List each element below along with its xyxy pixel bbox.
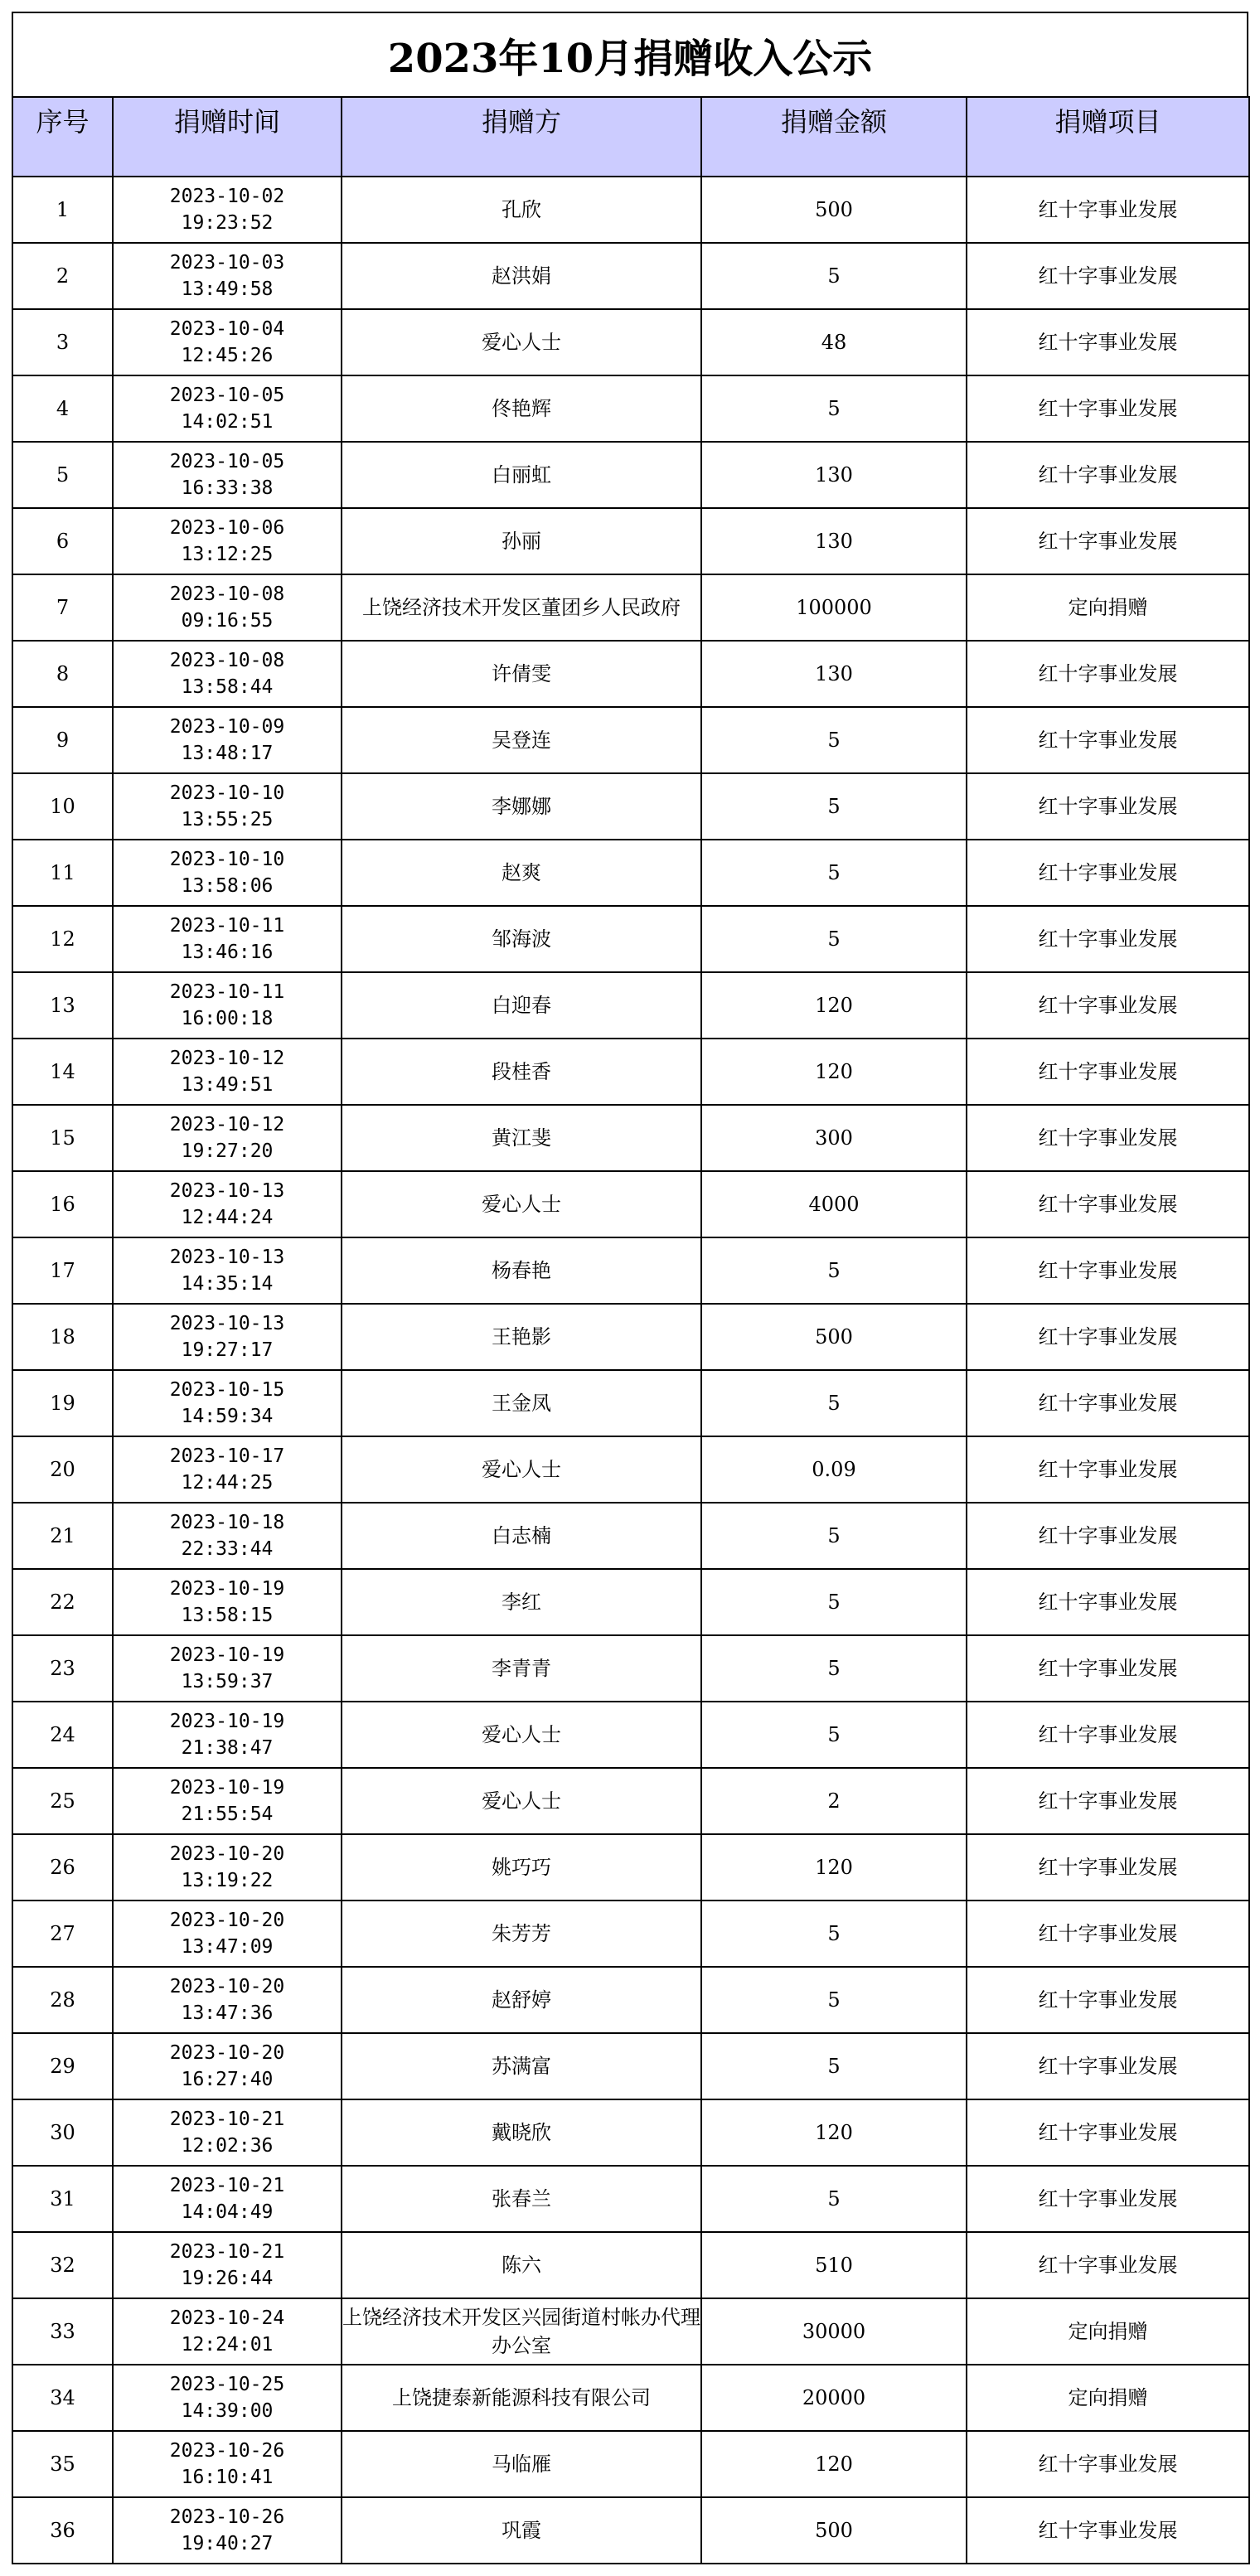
row-time [113, 1702, 342, 1768]
row-date: 2023-10-05 [169, 451, 285, 472]
row-seq: 19 [12, 1370, 113, 1436]
row-time [113, 1370, 342, 1436]
row-project: 红十字事业发展 [967, 641, 1249, 707]
row-amount: 5 [701, 1967, 967, 2033]
row-time [113, 2431, 342, 2497]
row-time [113, 1569, 342, 1635]
table-row [12, 574, 1249, 641]
row-donor: 陈六 [342, 2232, 701, 2298]
row-time [113, 1967, 342, 2033]
row-clock: 13:47:09 [181, 1936, 274, 1958]
row-amount: 130 [701, 641, 967, 707]
row-donor: 爱心人士 [342, 1702, 701, 1768]
row-amount: 5 [701, 840, 967, 906]
row-project: 定向捐赠 [967, 2365, 1249, 2431]
row-donor: 上饶经济技术开发区董团乡人民政府 [342, 574, 701, 641]
header-amount: 捐赠金额 [701, 97, 967, 177]
table-row [12, 773, 1249, 840]
row-clock: 13:46:16 [181, 942, 274, 963]
table-row [12, 1768, 1249, 1834]
row-project: 红十字事业发展 [967, 1503, 1249, 1569]
row-amount: 5 [701, 1569, 967, 1635]
row-donor: 孔欣 [342, 177, 701, 243]
table-row [12, 906, 1249, 972]
row-clock: 14:35:14 [181, 1273, 274, 1295]
row-project: 红十字事业发展 [967, 2099, 1249, 2166]
row-clock: 12:02:36 [181, 2135, 274, 2157]
table-row [12, 2166, 1249, 2232]
row-donor: 爱心人士 [342, 309, 701, 375]
row-project: 红十字事业发展 [967, 1768, 1249, 1834]
row-project: 红十字事业发展 [967, 375, 1249, 442]
table-row [12, 641, 1249, 707]
row-date: 2023-10-17 [169, 1445, 285, 1467]
row-amount: 5 [701, 2033, 967, 2099]
row-seq: 23 [12, 1635, 113, 1702]
row-donor: 戴晓欣 [342, 2099, 701, 2166]
row-date: 2023-10-19 [169, 1578, 285, 1600]
row-project: 定向捐赠 [967, 2298, 1249, 2365]
row-clock: 14:39:00 [181, 2400, 274, 2422]
row-donor: 白志楠 [342, 1503, 701, 1569]
row-seq: 3 [12, 309, 113, 375]
row-donor: 赵爽 [342, 840, 701, 906]
row-donor: 邹海波 [342, 906, 701, 972]
row-time [113, 1901, 342, 1967]
row-clock: 19:27:20 [181, 1140, 274, 1162]
row-date: 2023-10-11 [169, 981, 285, 1003]
row-time [113, 177, 342, 243]
row-time [113, 2365, 342, 2431]
row-time [113, 1237, 342, 1304]
row-time [113, 2497, 342, 2564]
row-project: 红十字事业发展 [967, 243, 1249, 309]
row-time [113, 972, 342, 1039]
row-project: 红十字事业发展 [967, 442, 1249, 508]
header-time: 捐赠时间 [113, 97, 342, 177]
row-donor: 孙丽 [342, 508, 701, 574]
row-amount: 30000 [701, 2298, 967, 2365]
table-row [12, 2033, 1249, 2099]
row-time [113, 508, 342, 574]
row-clock: 09:16:55 [181, 610, 274, 632]
row-seq: 14 [12, 1039, 113, 1105]
donation-sheet [12, 12, 1248, 2564]
row-date: 2023-10-20 [169, 1976, 285, 1997]
row-project: 红十字事业发展 [967, 1237, 1249, 1304]
row-clock: 16:10:41 [181, 2467, 274, 2488]
row-seq: 32 [12, 2232, 113, 2298]
row-seq: 30 [12, 2099, 113, 2166]
row-donor: 姚巧巧 [342, 1834, 701, 1901]
row-clock: 19:23:52 [181, 212, 274, 234]
row-amount: 120 [701, 1039, 967, 1105]
row-time [113, 2033, 342, 2099]
row-time [113, 1171, 342, 1237]
row-donor: 许倩雯 [342, 641, 701, 707]
row-amount: 500 [701, 2497, 967, 2564]
row-project: 定向捐赠 [967, 574, 1249, 641]
row-clock: 21:55:54 [181, 1804, 274, 1825]
header-donor: 捐赠方 [342, 97, 701, 177]
row-donor: 爱心人士 [342, 1768, 701, 1834]
row-seq: 29 [12, 2033, 113, 2099]
table-header-row [12, 97, 1249, 177]
row-amount: 120 [701, 2099, 967, 2166]
row-seq: 8 [12, 641, 113, 707]
header-project: 捐赠项目 [967, 97, 1249, 177]
row-project: 红十字事业发展 [967, 177, 1249, 243]
table-row [12, 1503, 1249, 1569]
row-date: 2023-10-03 [169, 252, 285, 274]
row-project: 红十字事业发展 [967, 1702, 1249, 1768]
row-project: 红十字事业发展 [967, 2166, 1249, 2232]
row-donor: 佟艳辉 [342, 375, 701, 442]
row-clock: 14:02:51 [181, 411, 274, 433]
row-project: 红十字事业发展 [967, 1635, 1249, 1702]
row-donor: 王金凤 [342, 1370, 701, 1436]
row-clock: 13:59:37 [181, 1671, 274, 1692]
row-seq: 12 [12, 906, 113, 972]
row-amount: 5 [701, 707, 967, 773]
row-amount: 5 [701, 2166, 967, 2232]
row-clock: 14:04:49 [181, 2201, 274, 2223]
row-date: 2023-10-02 [169, 186, 285, 207]
row-seq: 15 [12, 1105, 113, 1171]
row-donor: 朱芳芳 [342, 1901, 701, 1967]
row-date: 2023-10-26 [169, 2440, 285, 2462]
row-clock: 13:49:51 [181, 1074, 274, 1096]
row-seq: 31 [12, 2166, 113, 2232]
row-date: 2023-10-06 [169, 517, 285, 539]
row-seq: 11 [12, 840, 113, 906]
row-date: 2023-10-20 [169, 1910, 285, 1931]
table-row [12, 1967, 1249, 2033]
table-row [12, 1702, 1249, 1768]
row-seq: 13 [12, 972, 113, 1039]
row-project: 红十字事业发展 [967, 972, 1249, 1039]
row-amount: 48 [701, 309, 967, 375]
row-date: 2023-10-11 [169, 915, 285, 937]
row-clock: 14:59:34 [181, 1406, 274, 1427]
table-body [12, 177, 1249, 2564]
table-row [12, 1039, 1249, 1105]
row-date: 2023-10-19 [169, 1777, 285, 1799]
row-time [113, 2298, 342, 2365]
row-date: 2023-10-19 [169, 1644, 285, 1666]
row-date: 2023-10-05 [169, 385, 285, 406]
table-row [12, 840, 1249, 906]
row-date: 2023-10-21 [169, 2241, 285, 2263]
table-row [12, 1834, 1249, 1901]
row-project: 红十字事业发展 [967, 2497, 1249, 2564]
row-seq: 5 [12, 442, 113, 508]
table-row [12, 1171, 1249, 1237]
row-donor: 苏满富 [342, 2033, 701, 2099]
row-time [113, 1039, 342, 1105]
row-project: 红十字事业发展 [967, 1105, 1249, 1171]
row-seq: 2 [12, 243, 113, 309]
table-row [12, 2431, 1249, 2497]
row-time [113, 906, 342, 972]
row-amount: 120 [701, 1834, 967, 1901]
row-amount: 120 [701, 972, 967, 1039]
row-project: 红十字事业发展 [967, 1901, 1249, 1967]
row-time [113, 2099, 342, 2166]
row-time [113, 2166, 342, 2232]
row-seq: 17 [12, 1237, 113, 1304]
row-clock: 13:49:58 [181, 278, 274, 300]
row-date: 2023-10-04 [169, 318, 285, 340]
table-row [12, 1436, 1249, 1503]
row-donor: 赵洪娟 [342, 243, 701, 309]
row-date: 2023-10-26 [169, 2506, 285, 2528]
row-time [113, 375, 342, 442]
row-clock: 13:12:25 [181, 544, 274, 565]
row-time [113, 442, 342, 508]
row-clock: 12:44:25 [181, 1472, 274, 1494]
row-time [113, 243, 342, 309]
row-donor: 吴登连 [342, 707, 701, 773]
table-row [12, 1901, 1249, 1967]
row-time [113, 707, 342, 773]
row-date: 2023-10-12 [169, 1048, 285, 1069]
row-amount: 5 [701, 1702, 967, 1768]
row-amount: 2 [701, 1768, 967, 1834]
row-seq: 22 [12, 1569, 113, 1635]
row-donor: 段桂香 [342, 1039, 701, 1105]
table-row [12, 2232, 1249, 2298]
table-row [12, 1304, 1249, 1370]
row-time [113, 840, 342, 906]
row-date: 2023-10-10 [169, 782, 285, 804]
row-amount: 500 [701, 177, 967, 243]
row-amount: 300 [701, 1105, 967, 1171]
row-donor: 黄江斐 [342, 1105, 701, 1171]
row-project: 红十字事业发展 [967, 1304, 1249, 1370]
row-project: 红十字事业发展 [967, 2033, 1249, 2099]
row-project: 红十字事业发展 [967, 773, 1249, 840]
table-row [12, 1105, 1249, 1171]
row-donor: 马临雁 [342, 2431, 701, 2497]
row-amount: 4000 [701, 1171, 967, 1237]
row-date: 2023-10-10 [169, 849, 285, 870]
row-time [113, 1834, 342, 1901]
row-project: 红十字事业发展 [967, 707, 1249, 773]
row-amount: 130 [701, 442, 967, 508]
row-amount: 5 [701, 243, 967, 309]
table-row [12, 508, 1249, 574]
row-donor: 上饶经济技术开发区兴园街道村帐办代理办公室 [342, 2298, 701, 2365]
row-project: 红十字事业发展 [967, 1370, 1249, 1436]
table-row [12, 1635, 1249, 1702]
row-seq: 1 [12, 177, 113, 243]
row-time [113, 1304, 342, 1370]
row-time [113, 641, 342, 707]
row-clock: 19:27:17 [181, 1339, 274, 1361]
row-project: 红十字事业发展 [967, 2232, 1249, 2298]
row-amount: 5 [701, 1901, 967, 1967]
row-seq: 36 [12, 2497, 113, 2564]
row-project: 红十字事业发展 [967, 508, 1249, 574]
row-clock: 22:33:44 [181, 1538, 274, 1560]
row-clock: 12:24:01 [181, 2334, 274, 2356]
row-date: 2023-10-25 [169, 2374, 285, 2395]
table-row [12, 2099, 1249, 2166]
row-amount: 5 [701, 1503, 967, 1569]
table-row [12, 2298, 1249, 2365]
row-date: 2023-10-21 [169, 2175, 285, 2196]
row-donor: 爱心人士 [342, 1171, 701, 1237]
table-row [12, 1237, 1249, 1304]
row-donor: 李娜娜 [342, 773, 701, 840]
row-amount: 130 [701, 508, 967, 574]
row-clock: 16:33:38 [181, 477, 274, 499]
row-project: 红十字事业发展 [967, 1171, 1249, 1237]
row-clock: 13:58:15 [181, 1605, 274, 1626]
row-seq: 26 [12, 1834, 113, 1901]
row-amount: 120 [701, 2431, 967, 2497]
row-date: 2023-10-13 [169, 1180, 285, 1202]
row-time [113, 1768, 342, 1834]
table-row [12, 1370, 1249, 1436]
row-project: 红十字事业发展 [967, 1967, 1249, 2033]
row-seq: 20 [12, 1436, 113, 1503]
row-date: 2023-10-24 [169, 2307, 285, 2329]
row-seq: 25 [12, 1768, 113, 1834]
row-clock: 12:45:26 [181, 345, 274, 366]
table-row [12, 2497, 1249, 2564]
row-project: 红十字事业发展 [967, 906, 1249, 972]
row-seq: 33 [12, 2298, 113, 2365]
row-project: 红十字事业发展 [967, 840, 1249, 906]
row-clock: 13:58:06 [181, 875, 274, 897]
row-time [113, 574, 342, 641]
row-date: 2023-10-12 [169, 1114, 285, 1135]
row-clock: 19:40:27 [181, 2533, 274, 2554]
table-row [12, 309, 1249, 375]
table-row [12, 2365, 1249, 2431]
row-date: 2023-10-20 [169, 1843, 285, 1865]
donation-table [12, 96, 1250, 2564]
row-amount: 510 [701, 2232, 967, 2298]
row-time [113, 2232, 342, 2298]
row-clock: 16:00:18 [181, 1008, 274, 1029]
row-donor: 赵舒婷 [342, 1967, 701, 2033]
row-seq: 9 [12, 707, 113, 773]
row-time [113, 1105, 342, 1171]
table-row [12, 1569, 1249, 1635]
row-amount: 5 [701, 773, 967, 840]
row-seq: 16 [12, 1171, 113, 1237]
row-clock: 21:38:47 [181, 1737, 274, 1759]
table-row [12, 972, 1249, 1039]
row-donor: 杨春艳 [342, 1237, 701, 1304]
page-title: 2023年10月捐赠收入公示 [12, 12, 1248, 96]
table-row [12, 177, 1249, 243]
row-clock: 12:44:24 [181, 1207, 274, 1228]
row-clock: 13:58:44 [181, 676, 274, 698]
row-amount: 5 [701, 375, 967, 442]
row-clock: 13:19:22 [181, 1870, 274, 1891]
row-seq: 6 [12, 508, 113, 574]
row-clock: 13:48:17 [181, 743, 274, 764]
row-clock: 13:55:25 [181, 809, 274, 830]
row-time [113, 1436, 342, 1503]
row-time [113, 309, 342, 375]
row-seq: 27 [12, 1901, 113, 1967]
row-amount: 500 [701, 1304, 967, 1370]
row-seq: 18 [12, 1304, 113, 1370]
row-amount: 5 [701, 1635, 967, 1702]
row-amount: 5 [701, 1237, 967, 1304]
row-date: 2023-10-20 [169, 2042, 285, 2064]
row-date: 2023-10-19 [169, 1711, 285, 1732]
row-date: 2023-10-21 [169, 2109, 285, 2130]
row-date: 2023-10-09 [169, 716, 285, 738]
row-time [113, 1503, 342, 1569]
row-donor: 上饶捷泰新能源科技有限公司 [342, 2365, 701, 2431]
table-row [12, 442, 1249, 508]
row-seq: 4 [12, 375, 113, 442]
row-amount: 100000 [701, 574, 967, 641]
row-project: 红十字事业发展 [967, 1039, 1249, 1105]
row-project: 红十字事业发展 [967, 1834, 1249, 1901]
table-row [12, 375, 1249, 442]
table-row [12, 707, 1249, 773]
row-date: 2023-10-13 [169, 1247, 285, 1268]
row-amount: 5 [701, 906, 967, 972]
row-seq: 28 [12, 1967, 113, 2033]
row-donor: 爱心人士 [342, 1436, 701, 1503]
row-seq: 35 [12, 2431, 113, 2497]
row-date: 2023-10-08 [169, 650, 285, 671]
row-seq: 21 [12, 1503, 113, 1569]
row-project: 红十字事业发展 [967, 1436, 1249, 1503]
row-amount: 5 [701, 1370, 967, 1436]
row-donor: 王艳影 [342, 1304, 701, 1370]
row-clock: 19:26:44 [181, 2268, 274, 2289]
table-row [12, 243, 1249, 309]
row-date: 2023-10-18 [169, 1512, 285, 1533]
row-date: 2023-10-15 [169, 1379, 285, 1401]
row-seq: 34 [12, 2365, 113, 2431]
row-project: 红十字事业发展 [967, 1569, 1249, 1635]
row-date: 2023-10-13 [169, 1313, 285, 1334]
row-project: 红十字事业发展 [967, 2431, 1249, 2497]
row-donor: 白迎春 [342, 972, 701, 1039]
row-clock: 16:27:40 [181, 2069, 274, 2090]
row-seq: 10 [12, 773, 113, 840]
row-donor: 巩霞 [342, 2497, 701, 2564]
row-seq: 7 [12, 574, 113, 641]
row-project: 红十字事业发展 [967, 309, 1249, 375]
row-time [113, 1635, 342, 1702]
row-donor: 白丽虹 [342, 442, 701, 508]
row-amount: 0.09 [701, 1436, 967, 1503]
row-donor: 李红 [342, 1569, 701, 1635]
row-donor: 张春兰 [342, 2166, 701, 2232]
row-date: 2023-10-08 [169, 583, 285, 605]
row-time [113, 773, 342, 840]
header-seq: 序号 [12, 97, 113, 177]
row-donor: 李青青 [342, 1635, 701, 1702]
row-seq: 24 [12, 1702, 113, 1768]
row-amount: 20000 [701, 2365, 967, 2431]
row-clock: 13:47:36 [181, 2002, 274, 2024]
